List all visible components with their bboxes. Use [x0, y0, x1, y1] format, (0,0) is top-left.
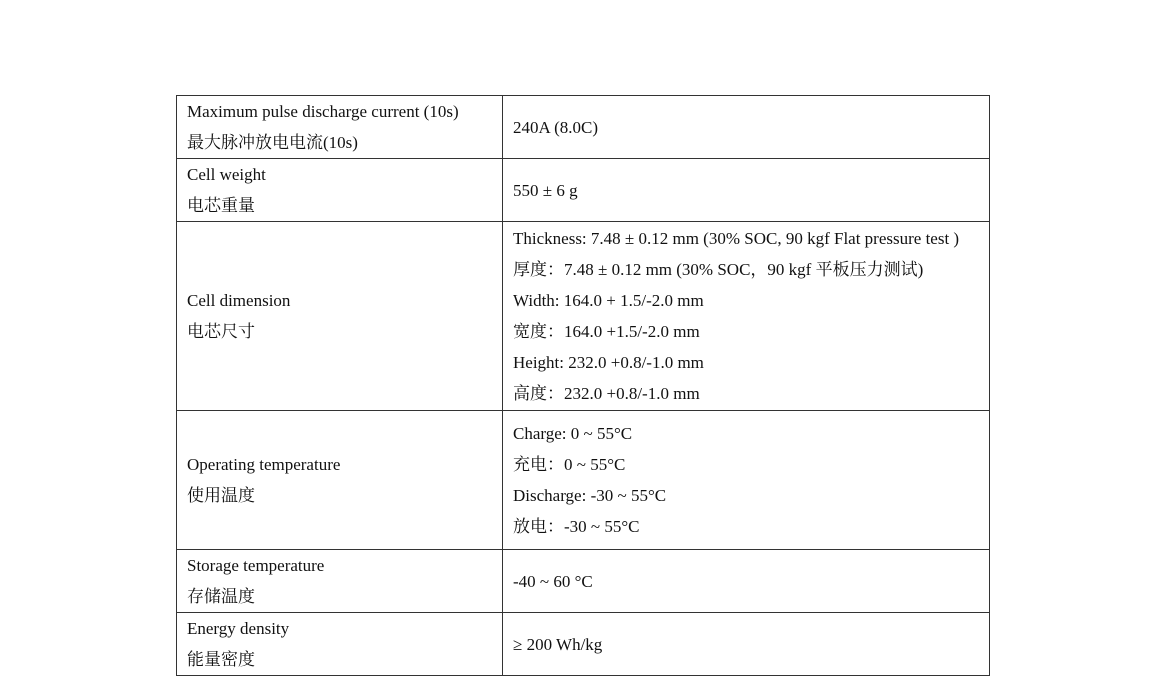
spec-label-line: Cell weight [187, 165, 266, 184]
spec-label-line: 最大脉冲放电电流(10s) [187, 133, 358, 152]
spec-value-line: 宽度：164.0 +1.5/-2.0 mm [513, 322, 700, 341]
spec-value-line: ≥ 200 Wh/kg [513, 634, 603, 654]
spec-value-line: Charge: 0 ~ 55°C [513, 424, 633, 443]
spec-label-line: 电芯重量 [187, 196, 255, 215]
spec-value-line: 550 ± 6 g [513, 180, 578, 200]
spec-value-cell [503, 550, 990, 613]
table-row [177, 222, 990, 411]
spec-value-cell [503, 96, 990, 159]
spec-table [176, 95, 990, 676]
spec-value-line: 充电：0 ~ 55°C [513, 455, 626, 474]
spec-label-line: 存储温度 [187, 587, 255, 606]
spec-value-line: 放电：-30 ~ 55°C [513, 517, 640, 536]
spec-label-cell [177, 613, 503, 676]
table-row [177, 550, 990, 613]
spec-value-line: Thickness: 7.48 ± 0.12 mm (30% SOC, 90 kgf Flat pressure test ) [513, 229, 960, 248]
spec-label-line: Maximum pulse discharge current (10s) [187, 102, 459, 121]
spec-label-line: Energy density [187, 619, 290, 638]
spec-label-cell [177, 411, 503, 550]
table-row [177, 96, 990, 159]
spec-value-line: 高度：232.0 +0.8/-1.0 mm [513, 384, 700, 403]
spec-label-cell [177, 96, 503, 159]
spec-label-line: 能量密度 [187, 650, 255, 669]
spec-value-line: Width: 164.0 + 1.5/-2.0 mm [513, 291, 704, 310]
table-row [177, 613, 990, 676]
table-row [177, 159, 990, 222]
spec-label-cell [177, 222, 503, 411]
spec-value-line: 240A (8.0C) [513, 117, 598, 137]
spec-value-cell [503, 411, 990, 550]
spec-label-line: Operating temperature [187, 455, 341, 474]
spec-value-line: 厚度：7.48 ± 0.12 mm (30% SOC，90 kgf 平板压力测试) [513, 260, 924, 279]
spec-label-line: Cell dimension [187, 291, 291, 310]
table-row [177, 411, 990, 550]
spec-value-cell [503, 222, 990, 411]
spec-label-cell [177, 159, 503, 222]
spec-label-line: 使用温度 [187, 486, 255, 505]
spec-value-line: Discharge: -30 ~ 55°C [513, 486, 667, 505]
spec-value-cell [503, 159, 990, 222]
spec-label-line: Storage temperature [187, 556, 325, 575]
spec-label-line: 电芯尺寸 [187, 322, 255, 341]
spec-value-line: Height: 232.0 +0.8/-1.0 mm [513, 353, 704, 372]
spec-value-line: -40 ~ 60 °C [513, 571, 593, 591]
spec-value-cell [503, 613, 990, 676]
spec-label-cell [177, 550, 503, 613]
